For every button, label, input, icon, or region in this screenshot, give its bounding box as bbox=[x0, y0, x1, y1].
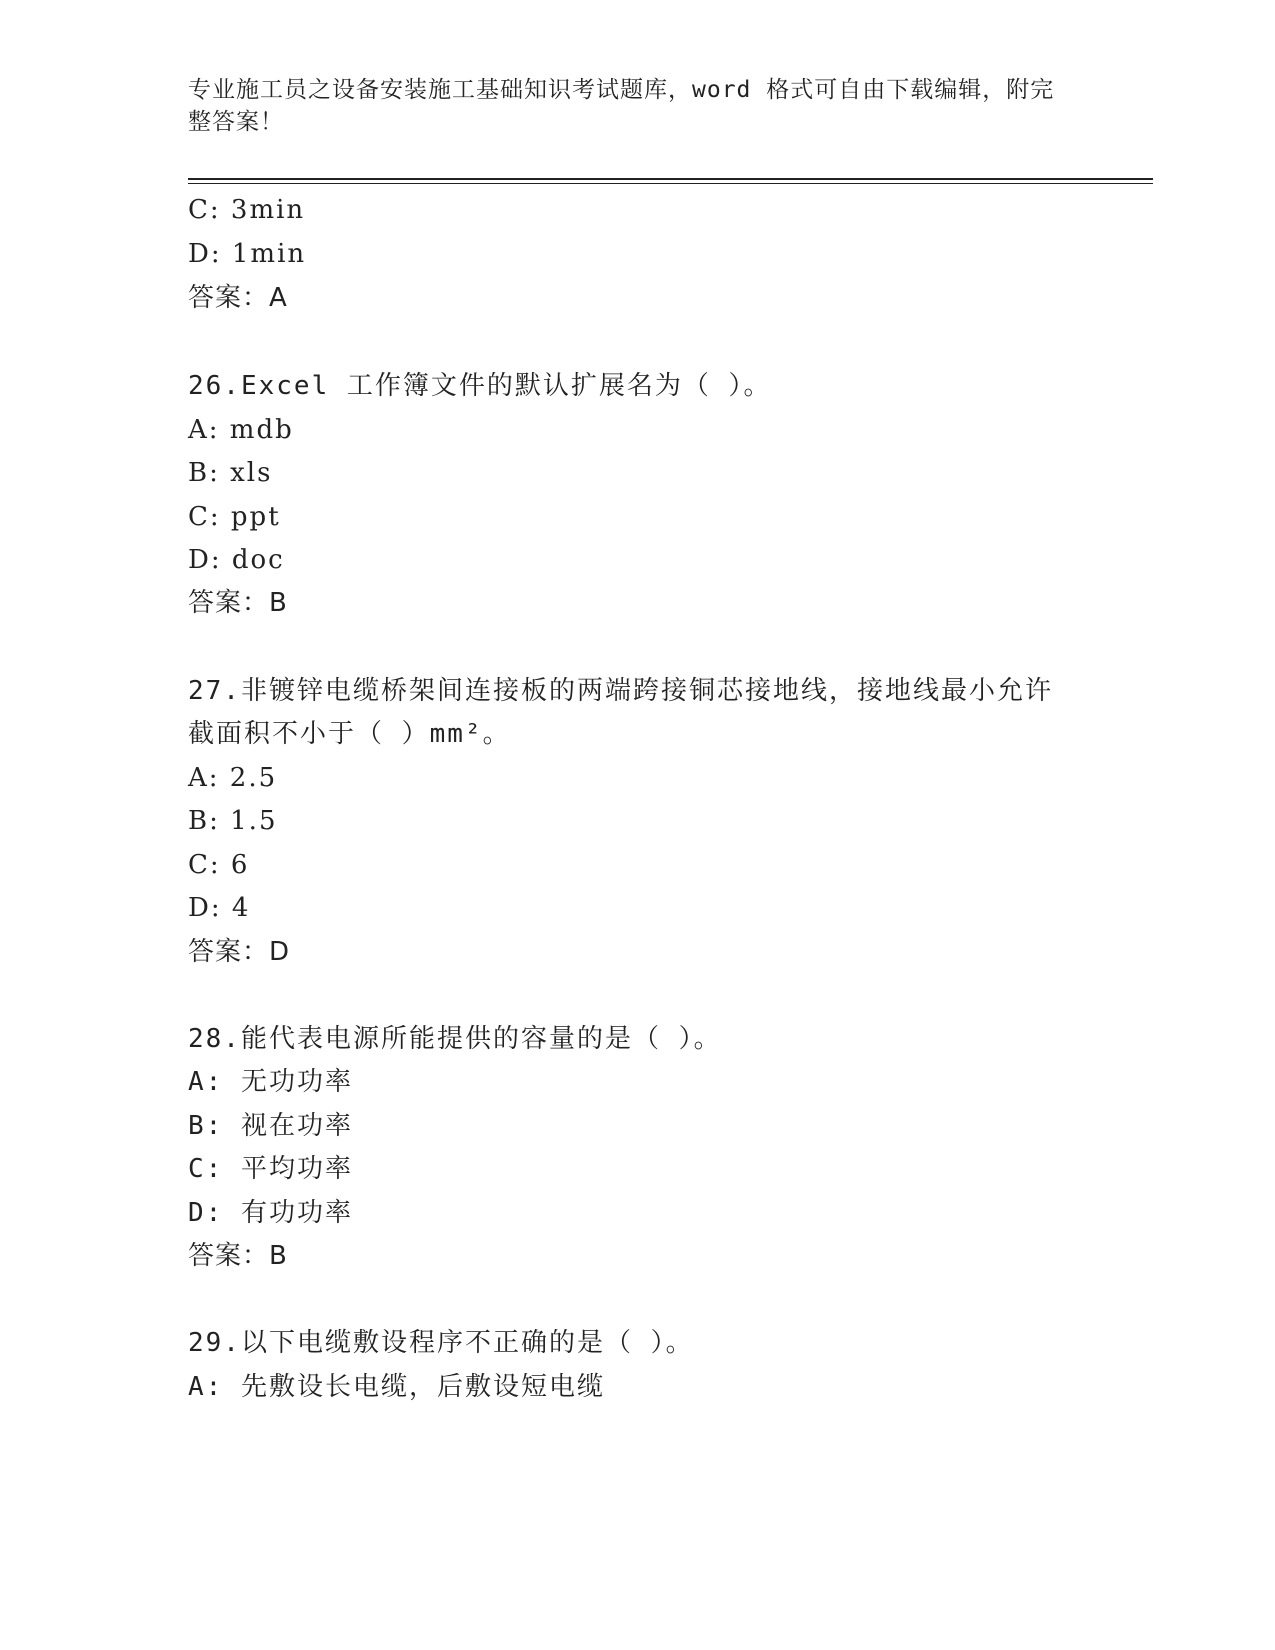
q26-option-d: D: doc bbox=[188, 545, 285, 575]
q26-option-b: B: xls bbox=[188, 458, 273, 488]
header-divider-thick bbox=[188, 178, 1153, 180]
q27-answer: 答案：D bbox=[188, 937, 291, 967]
q25-option-d: D: 1min bbox=[188, 239, 307, 269]
q28-option-a: A: 无功功率 bbox=[188, 1067, 353, 1097]
header-title-line-1: 专业施工员之设备安装施工基础知识考试题库，word 格式可自由下载编辑，附完 bbox=[188, 77, 1055, 103]
q27-option-a: A: 2.5 bbox=[188, 763, 278, 793]
q28-option-d: D: 有功功率 bbox=[188, 1198, 353, 1228]
q27-option-d: D: 4 bbox=[188, 893, 251, 923]
q27-question-line-2: 截面积不小于（ ）mm²。 bbox=[188, 719, 511, 749]
q27-question-line-1: 27.非镀锌电缆桥架间连接板的两端跨接铜芯接地线，接地线最小允许 bbox=[188, 676, 1053, 706]
header-title-line-2: 整答案！ bbox=[188, 109, 284, 135]
q28-answer: 答案：B bbox=[188, 1241, 288, 1271]
q27-option-c: C: 6 bbox=[188, 850, 250, 880]
document-header bbox=[188, 74, 1068, 138]
q26-answer: 答案：B bbox=[188, 588, 288, 618]
q28-option-b: B: 视在功率 bbox=[188, 1111, 353, 1141]
q25-answer: 答案：A bbox=[188, 283, 288, 313]
q26-option-a: A: mdb bbox=[188, 415, 294, 445]
q28-option-c: C: 平均功率 bbox=[188, 1154, 353, 1184]
q26-question: 26.Excel 工作簿文件的默认扩展名为（ ）。 bbox=[188, 371, 772, 401]
q29-question: 29.以下电缆敷设程序不正确的是（ ）。 bbox=[188, 1328, 694, 1358]
q26-option-c: C: ppt bbox=[188, 502, 281, 532]
q28-question: 28.能代表电源所能提供的容量的是（ ）。 bbox=[188, 1024, 722, 1054]
q27-option-b: B: 1.5 bbox=[188, 806, 278, 836]
header-divider-thin bbox=[188, 183, 1153, 184]
q29-option-a: A: 先敷设长电缆，后敷设短电缆 bbox=[188, 1372, 605, 1402]
q25-option-c: C: 3min bbox=[188, 195, 306, 225]
